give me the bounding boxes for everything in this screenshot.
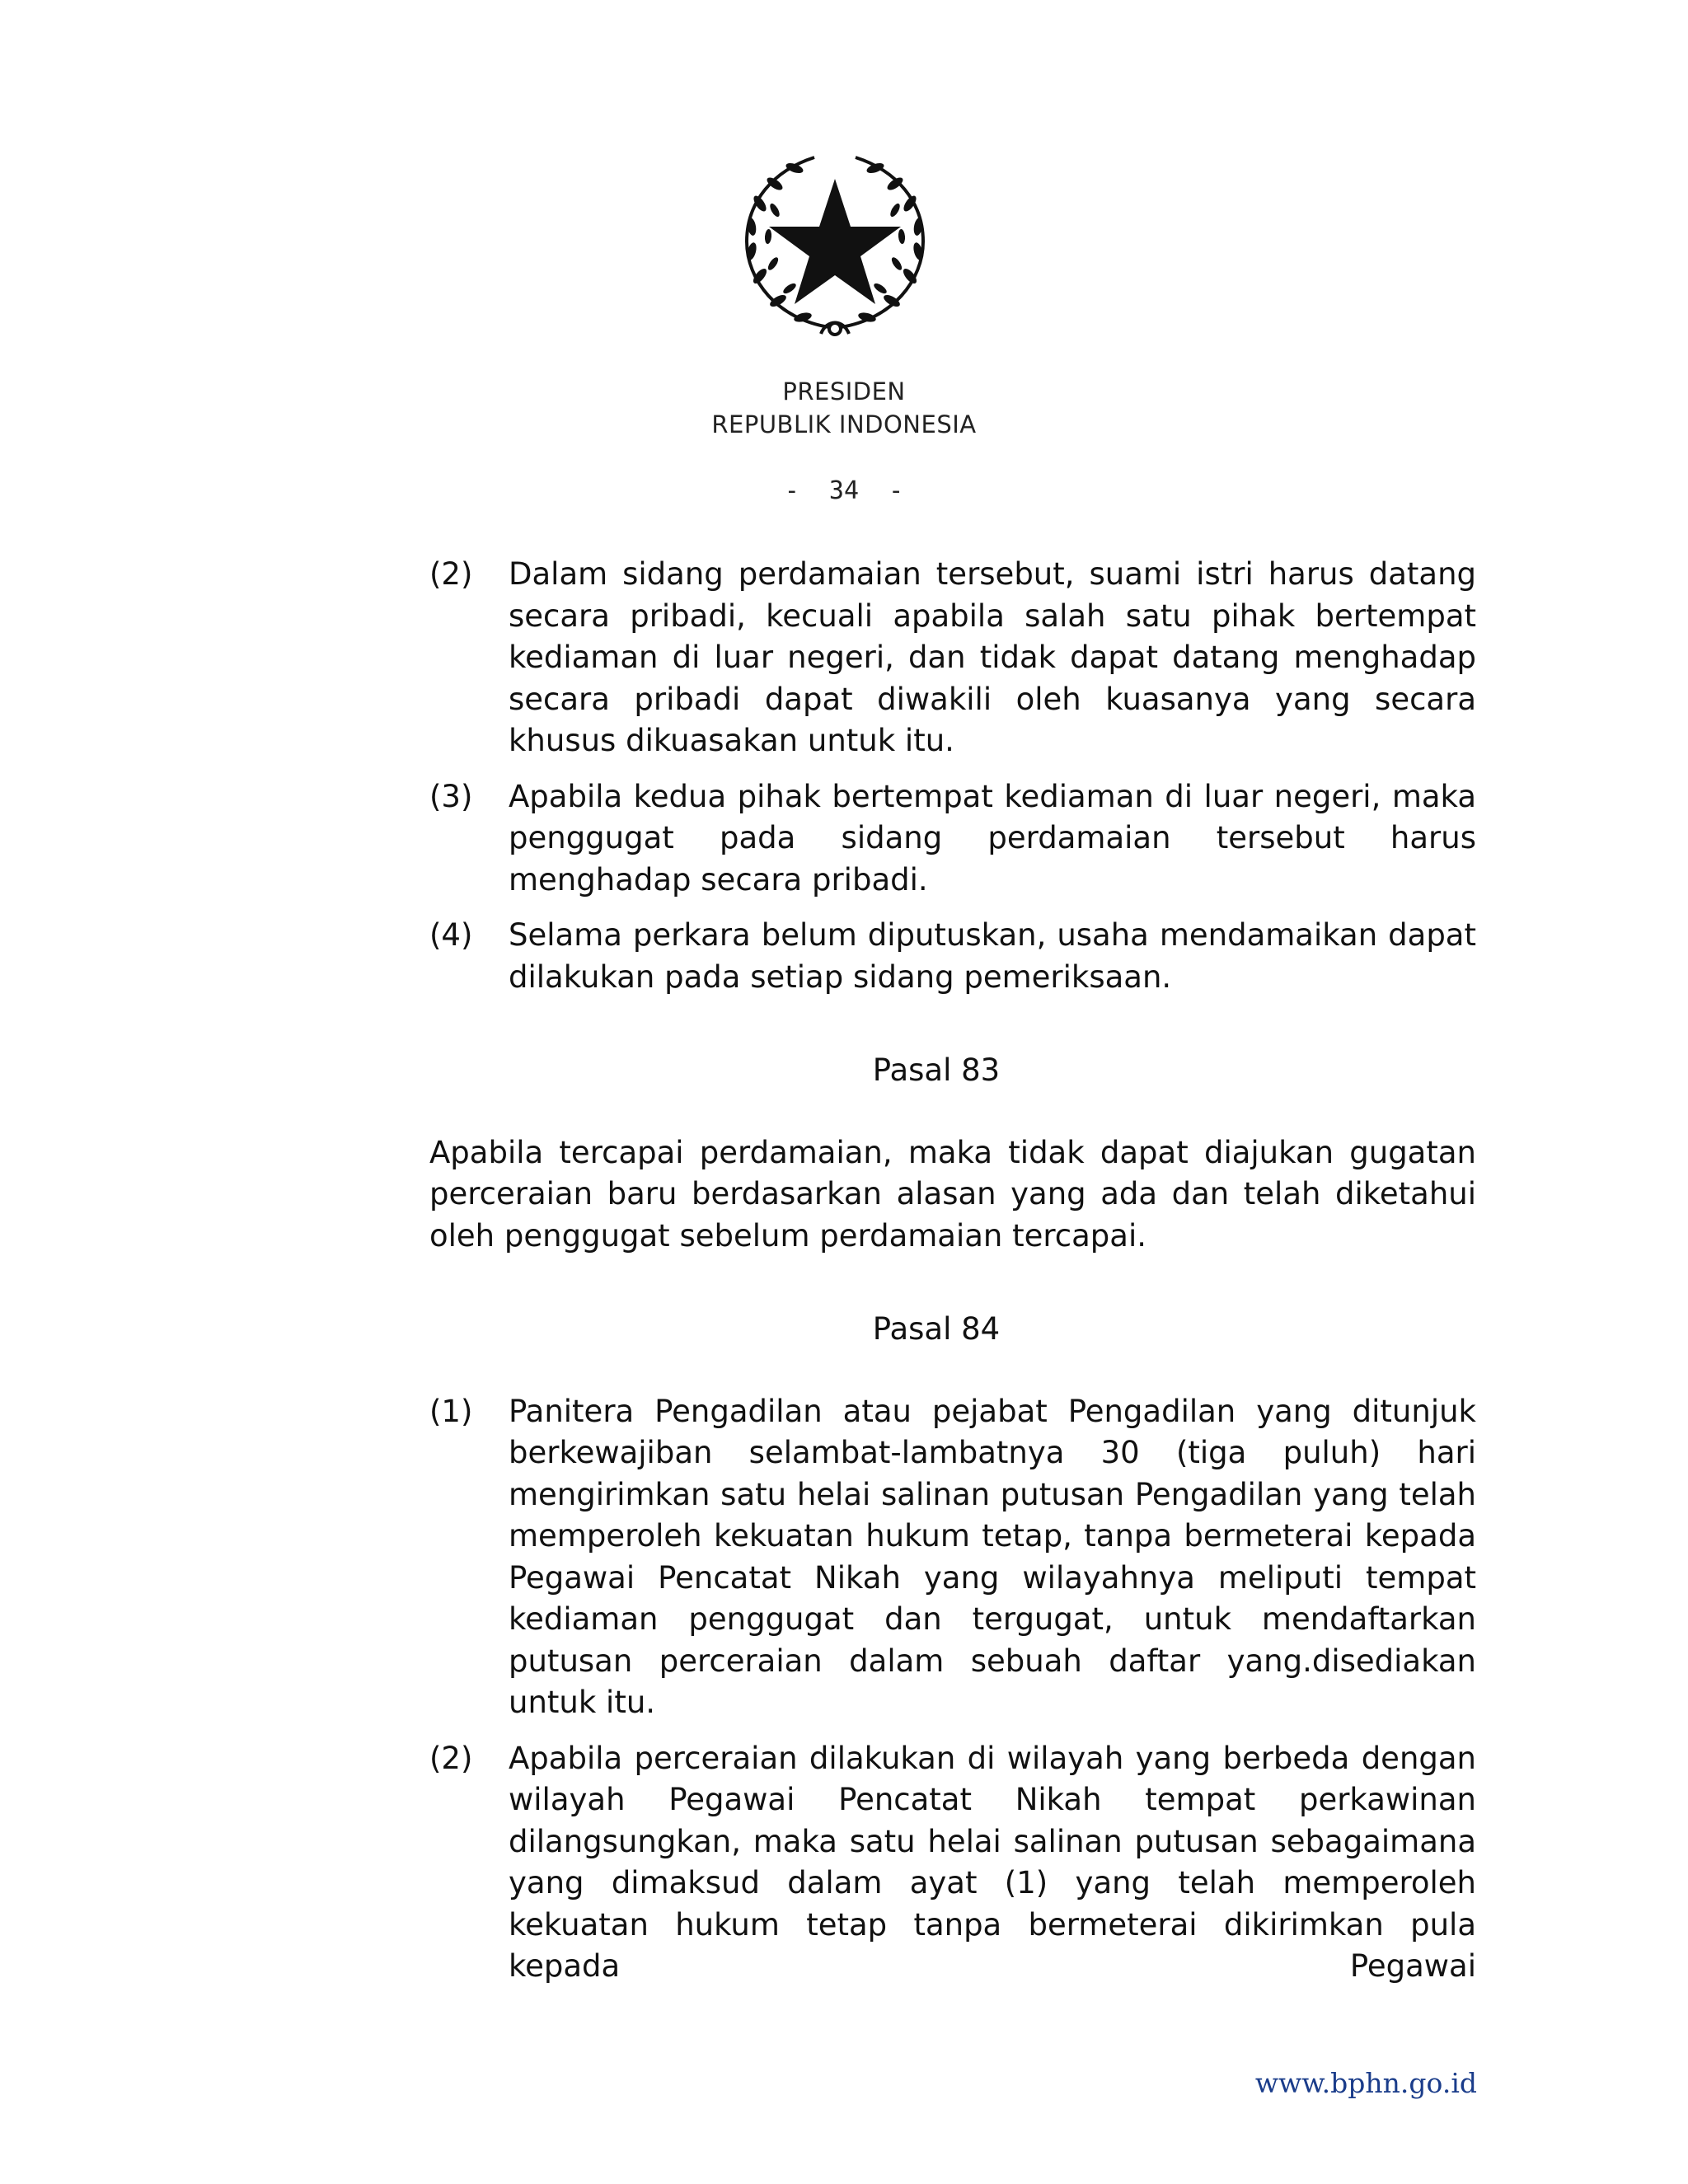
list-item (429, 554, 1476, 762)
presidential-star-emblem-icon (732, 144, 938, 350)
pasal-83-heading: Pasal 83 (872, 1052, 1001, 1088)
item-number: (3) (429, 778, 473, 814)
page-number: - 34 - (784, 476, 904, 505)
item-number: (1) (429, 1393, 473, 1429)
list-item (429, 776, 1476, 902)
header-title-republik: REPUBLIK INDONESIA (711, 410, 977, 438)
item-number: (2) (429, 556, 473, 592)
item-text: Selama perkara belum diputuskan, usaha mendamaikan dapat dilakukan pada setiap sidang pemeriksaan. (509, 917, 1476, 995)
item-text: Apabila kedua pihak bertempat kediaman di luar negeri, maka penggugat pada sidang perdamaian tersebut harus menghadap secara pribadi. (509, 778, 1476, 898)
footer-url-link[interactable]: www.bphn.go.id (1254, 2067, 1477, 2099)
item-number: (2) (429, 1740, 473, 1776)
list-item (429, 1391, 1476, 1724)
pasal-84-heading: Pasal 84 (872, 1311, 1001, 1347)
list-item (429, 915, 1476, 998)
item-text: Dalam sidang perdamaian tersebut, suami istri harus datang secara pribadi, kecuali apabila salah satu pihak bertempat kediaman di luar negeri, dan tidak dapat datang menghadap secara pribadi dapat diwakili oleh kuasanya yang secara khusus dikuasakan untuk itu. (509, 556, 1476, 758)
item-text: Apabila perceraian dilakukan di wilayah yang berbeda dengan wilayah Pegawai Pencatat Nikah tempat perkawinan dilangsungkan, maka satu helai salinan putusan sebagaimana yang dimaksud dalam ayat (1) yang telah memperoleh kekuatan hukum tetap tanpa bermeterai dikirimkan pula kepada Pegawai (509, 1740, 1476, 1984)
header-title-presiden: PRESIDEN (782, 377, 906, 405)
pasal-83-text: Apabila tercapai perdamaian, maka tidak dapat diajukan gugatan perceraian baru berdasarkan alasan yang ada dan telah diketahui oleh penggugat sebelum perdamaian tercapai. (429, 1134, 1476, 1254)
item-number: (4) (429, 917, 473, 953)
item-text: Panitera Pengadilan atau pejabat Pengadilan yang ditunjuk berkewajiban selambat-lambatnya 30 (tiga puluh) hari mengirimkan satu helai salinan putusan Pengadilan yang telah memperoleh kekuatan hukum tetap, tanpa bermeterai kepada Pegawai Pencatat Nikah yang wilayahnya meliputi tempat kediaman penggugat dan tergugat, untuk mendaftarkan putusan perceraian dalam sebuah daftar yang.disediakan untuk itu. (509, 1393, 1476, 1720)
list-item (429, 1738, 1476, 1988)
document-body (429, 554, 1476, 2002)
